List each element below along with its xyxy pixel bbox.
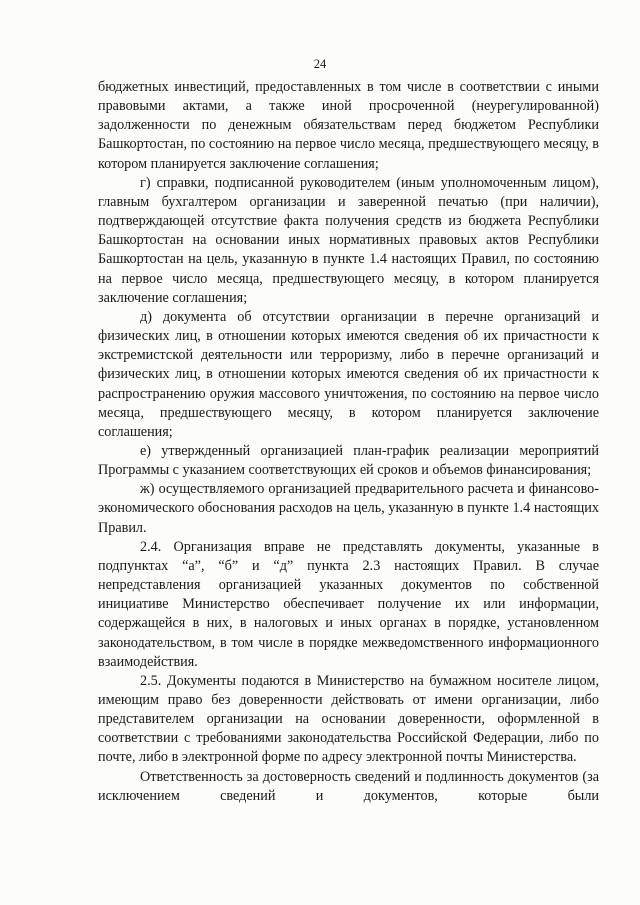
paragraph-item-d: д) документа об отсутствии организации в перечне организаций и физических лиц, в отношении которых имеются сведения об их причастности к экстремистской деятельности или терроризму, либо в перечне организаций и физических лиц, в отношении которых имеются сведения об их причастности к распространению оружия массового уничтожения, по состоянию на первое число месяца, предшествующего месяцу, в котором планируется заключение соглашения; xyxy=(98,308,599,440)
paragraph-2-4: 2.4. Организация вправе не представлять документы, указанные в подпунктах “а”, “б” и “д” пункта 2.3 настоящих Правил. В случае непредставления организацией указанных документов по собственной инициативе Министерство обеспечивает получение их или информации, содержащейся в них, в налоговых и иных органах в порядке, установленном законодательством, в том числе в порядке межведомственного информационного взаимодействия. xyxy=(98,538,599,670)
page-number: 24 xyxy=(313,57,327,71)
paragraph-2-5: 2.5. Документы подаются в Министерство на бумажном носителе лицом, имеющим право без доверенности действовать от имени организации, либо представителем организации на основании доверенности, оформленной в соответствии с требованиями законодательства Российской Федерации, либо по почте, либо в электронной форме по адресу электронной почты Министерства. xyxy=(98,672,599,766)
paragraph-item-zh: ж) осуществляемого организацией предварительного расчета и финансово-экономического обоснования расходов на цель, указанную в пункте 1.4 настоящих Правил. xyxy=(98,481,599,536)
paragraph-item-e: е) утвержденный организацией план-график реализации мероприятий Программы с указанием соответствующих ей сроков и объемов финансирования; xyxy=(98,442,599,479)
paragraph-continuation: бюджетных инвестиций, предоставленных в том числе в соответствии с иными правовыми актами, а также иной просроченной (неурегулированной) задолженности по денежным обязательствам перед бюджетом Республики Башкортостан, по состоянию на первое число месяца, предшествующего месяцу, в котором планируется заключение соглашения; xyxy=(98,79,599,172)
paragraph-responsibility: Ответственность за достоверность сведений и подлинность документов (за исключением сведений и документов, которые были xyxy=(98,768,599,804)
document-body xyxy=(98,78,599,806)
paragraph-item-g: г) справки, подписанной руководителем (иным уполномоченным лицом), главным бухгалтером организации и заверенной печатью (при наличии), подтверждающей отсутствие факта получения средств из бюджета Республики Башкортостан на основании иных нормативных правовых актов Республики Башкортостан на цель, указанную в пункте 1.4 настоящих Правил, по состоянию на первое число месяца, предшествующего месяцу, в котором планируется заключение соглашения; xyxy=(98,174,599,306)
